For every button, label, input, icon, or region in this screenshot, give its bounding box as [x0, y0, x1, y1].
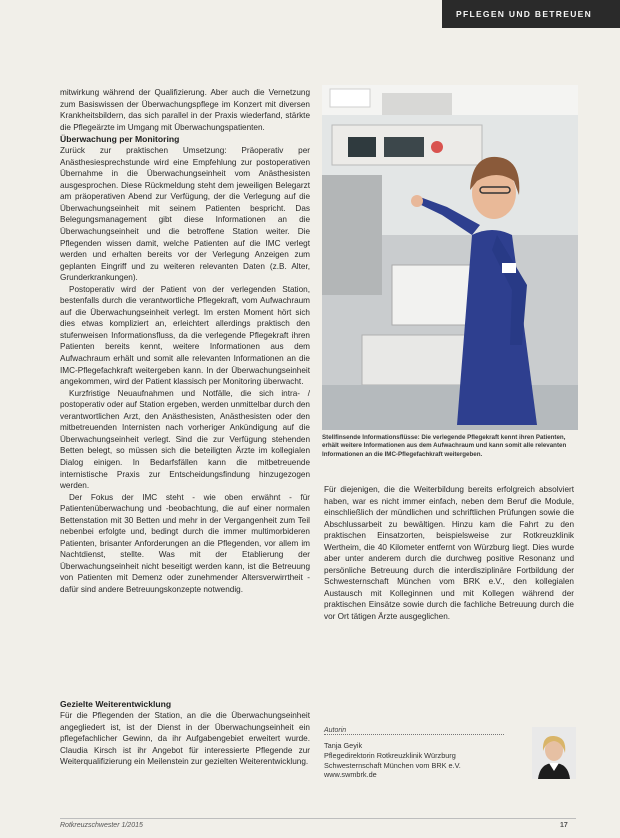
section-heading: Gezielte Weiterentwicklung	[60, 699, 172, 709]
author-website: www.swmbrk.de	[324, 770, 377, 780]
footer-divider	[60, 818, 576, 819]
section-heading: Überwachung per Monitoring	[60, 134, 180, 145]
paragraph: Für die Pflegenden der Station, an die die Überwachungseinheit angegliedert ist, ist der Dienst in der Überwachungseinheit ein pflegefachlicher Gewinn, da ihr Aufgabengebiet erweitert wurde. Claudia Kirsch ist ihr Angebot für interessierte Pflegende zur Weiterqualifizierung ein Meilenstein zur gezielten Weiterentwicklung.	[60, 711, 310, 767]
author-name: Tanja Geyik	[324, 741, 363, 750]
section-title: PFLEGEN UND BETREUEN	[456, 9, 593, 19]
page-number: 17	[560, 822, 568, 829]
paragraph: Zurück zur praktischen Umsetzung: Präoperativ per Anästhesiesprechstunde wird eine Empfehlung zur postoperativen Übernahme in die Überwachungseinheit vom Anästhesisten ausgesprochen. Diese Rückmeldung steht dem jeweiligen Belegarzt am präoperativen Abend zur Verfügung, der die Verlegung auf die Überwachungseinheit mit seinem Patienten bespricht. Das Belegungsmanagement gibt diese Informationen an die Überwachungseinheit und die betroffene Station weiter. Die Pflegenden wissen damit, welche Patienten auf die IMC verlegt werden und erhalten bereits vor der Verlegung Anzeigen zum geplanten Eingriff und zu weiteren relevanten Daten (z.B. Alter, Grunderkrankungen).	[60, 146, 310, 283]
paragraph: mitwirkung während der Qualifizierung. Aber auch die Vernetzung zum Basiswissen der Überwachungspflege im Konzert mit diversen Krankheitsbildern, das sich parallel in der Praxis wiederfand, stärkte die Pflegeärzte im Umgang mit Überwachungspatienten.	[60, 88, 310, 132]
article-column-right	[324, 484, 574, 623]
section-tab	[442, 0, 620, 28]
author-label: Autorin	[324, 727, 347, 734]
article-column-left	[60, 87, 310, 596]
publication-name: Rotkreuzschwester 1/2015	[60, 822, 143, 829]
paragraph: Postoperativ wird der Patient von der verlegenden Station, bestenfalls durch die verantwortliche Pflegekraft, vom Aufwachraum auf die Überwachungseinheit verlegt. Im ersten Moment hört sich dies etwas kompliziert an, erleichtert allerdings praktisch den stufenweisen Informationsfluss, da die verlegende Pflegekraft ihren Patienten bereits kennt, weitere Informationen aus dem Aufwachraum erhält und somit alle relevanten Informationen an die IMC-Pflegefachkraft weitergeben kann. In der Überwachungseinheit angekommen, wird der Patient klassisch per Monitoring überwacht.	[60, 284, 310, 387]
nurse-photo	[322, 85, 578, 430]
author-box	[324, 727, 574, 795]
author-organization: Schwesternschaft München vom BRK e.V.	[324, 760, 461, 770]
paragraph: Für diejenigen, die die Weiterbildung bereits erfolgreich absolviert haben, war es nicht immer einfach, neben dem Beruf die Module, einschließlich der mündlichen und schriftlichen Prüfungen sowie die Abschlussarbeit zu bewältigen. Hinzu kam die Fahrt zu den praktischen Einsatzorten, beispielsweise zur Rotkreuzklinik Wertheim, die 40 Kilometer entfernt von Würzburg liegt. Dies wurde aber unter anderem durch die durchweg positive Resonanz und persönliche Betreuung durch die interdisziplinäre Fortbildung der Schwesternschaft München vom BRK e.V., den kollegialen Austausch mit Kolleginnen und mit Kollegen während der praktischen Einsätze sowie durch die fachliche Betreuung durch die vor Ort tätigen Ärzte ausgeglichen.	[324, 485, 574, 622]
author-info	[324, 741, 504, 780]
author-portrait	[532, 727, 576, 779]
author-divider	[324, 734, 504, 735]
photo-caption: Stellfinsende Informationsflüsse: Die verlegende Pflegekraft kennt ihren Patienten, erhält weitere Informationen aus dem Aufwachraum und kann somit alle relevanten Informationen an die IMC-Pflegefachkraft weitergeben.	[322, 434, 567, 458]
author-position: Pflegedirektorin Rotkreuzklinik Würzburg	[324, 750, 456, 760]
paragraph: Kurzfristige Neuaufnahmen und Notfälle, die sich intra- / postoperativ oder auf Station ergeben, werden unmittelbar durch den verantwortlichen Arzt, den Anästhesisten, Anästhesisten oder den mitbetreuenden Internisten nach vorheriger Ankündigung auf die Überwachungseinheit verlegt. Sind die zur Verfügung stehenden Betten belegt, so müssen sich die beteiligten Ärzte im kollegialen Dialog einigen. In Bedarfsfällen kann die mitbetreuende internistische Praxis zur Entscheidungsfindung hinzugezogen werden.	[60, 388, 310, 491]
article-column-left-bottom	[60, 698, 310, 768]
paragraph: Der Fokus der IMC steht - wie oben erwähnt - für Patientenüberwachung und -beobachtung, die auf einer normalen Bettenstation mit 30 Betten und mehr in der Vergangenheit zum Teil nebenbei erfolgte und, bedingt durch die immer multimorbideren Patienten, brisanter Anforderungen an die Pflegenden, vor allem im Nachtdienst, stellte. Was mit der Etablierung der Überwachungseinheit nicht beseitigt werden kann, ist die Betreuung von Patienten mit Demenz oder zunehmender Altersverwirrtheit - dafür sind andere Betreuungskonzepte notwendig.	[60, 492, 310, 594]
